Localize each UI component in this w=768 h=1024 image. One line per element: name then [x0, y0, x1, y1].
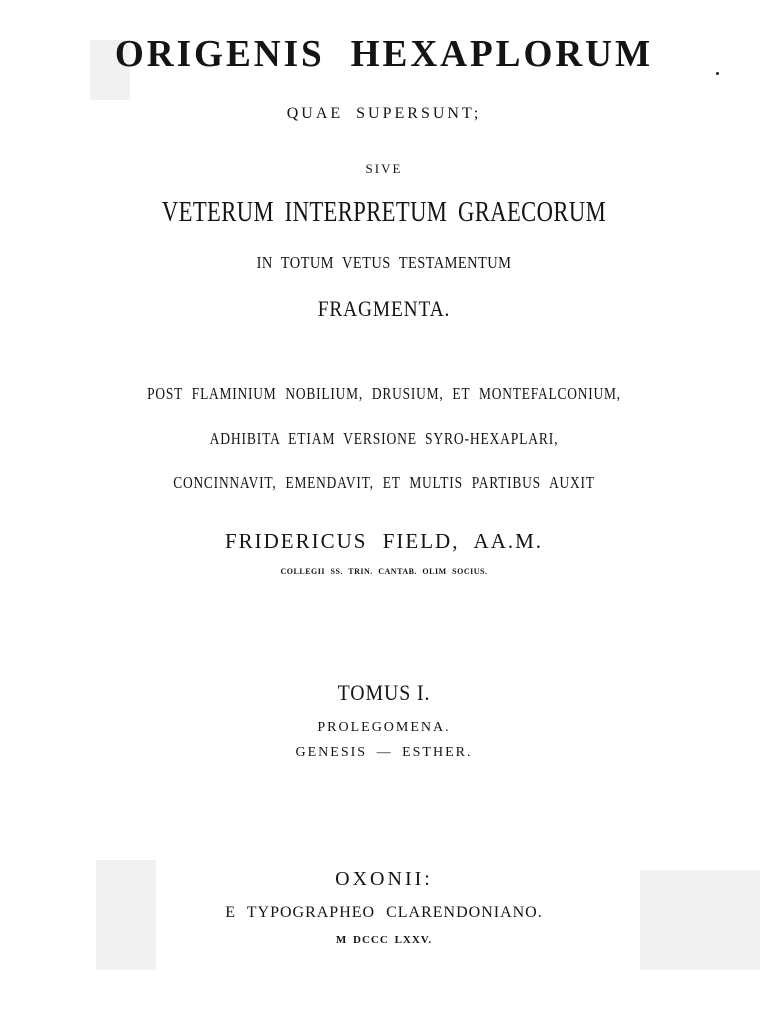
author-affiliation: COLLEGII SS. TRIN. CANTAB. OLIM SOCIUS.: [280, 567, 488, 576]
conjunction: SIVE: [365, 161, 403, 176]
subtitle: QUAE SUPERSUNT;: [286, 105, 482, 122]
imprint-press: E TYPOGRAPHEO CLARENDONIANO.: [225, 904, 543, 921]
credits-line-2: ADHIBITA ETIAM VERSIONE SYRO-HEXAPLARI,: [209, 429, 559, 448]
volume-contents-1: PROLEGOMENA.: [317, 720, 451, 735]
imprint-city: OXONII:: [335, 868, 433, 890]
fragments-line: FRAGMENTA.: [317, 296, 451, 321]
credits-line-3: CONCINNAVIT, EMENDAVIT, ET MULTIS PARTIBUS AUXIT: [173, 473, 595, 492]
volume-contents-2: GENESIS — ESTHER.: [295, 745, 473, 760]
volume-number: TOMUS I.: [337, 680, 431, 705]
scope-line: IN TOTUM VETUS TESTAMENTUM: [256, 253, 512, 272]
ink-speck: [716, 72, 719, 75]
credits-line-1: POST FLAMINIUM NOBILIUM, DRUSIUM, ET MONTEFALCONIUM,: [147, 384, 621, 403]
book-title: ORIGENIS HEXAPLORUM: [114, 33, 654, 75]
main-subject: VETERUM INTERPRETUM GRAECORUM: [161, 196, 607, 228]
author-name: FRIDERICUS FIELD, AA.M.: [224, 529, 544, 553]
imprint-date: M DCCC LXXV.: [335, 934, 433, 946]
